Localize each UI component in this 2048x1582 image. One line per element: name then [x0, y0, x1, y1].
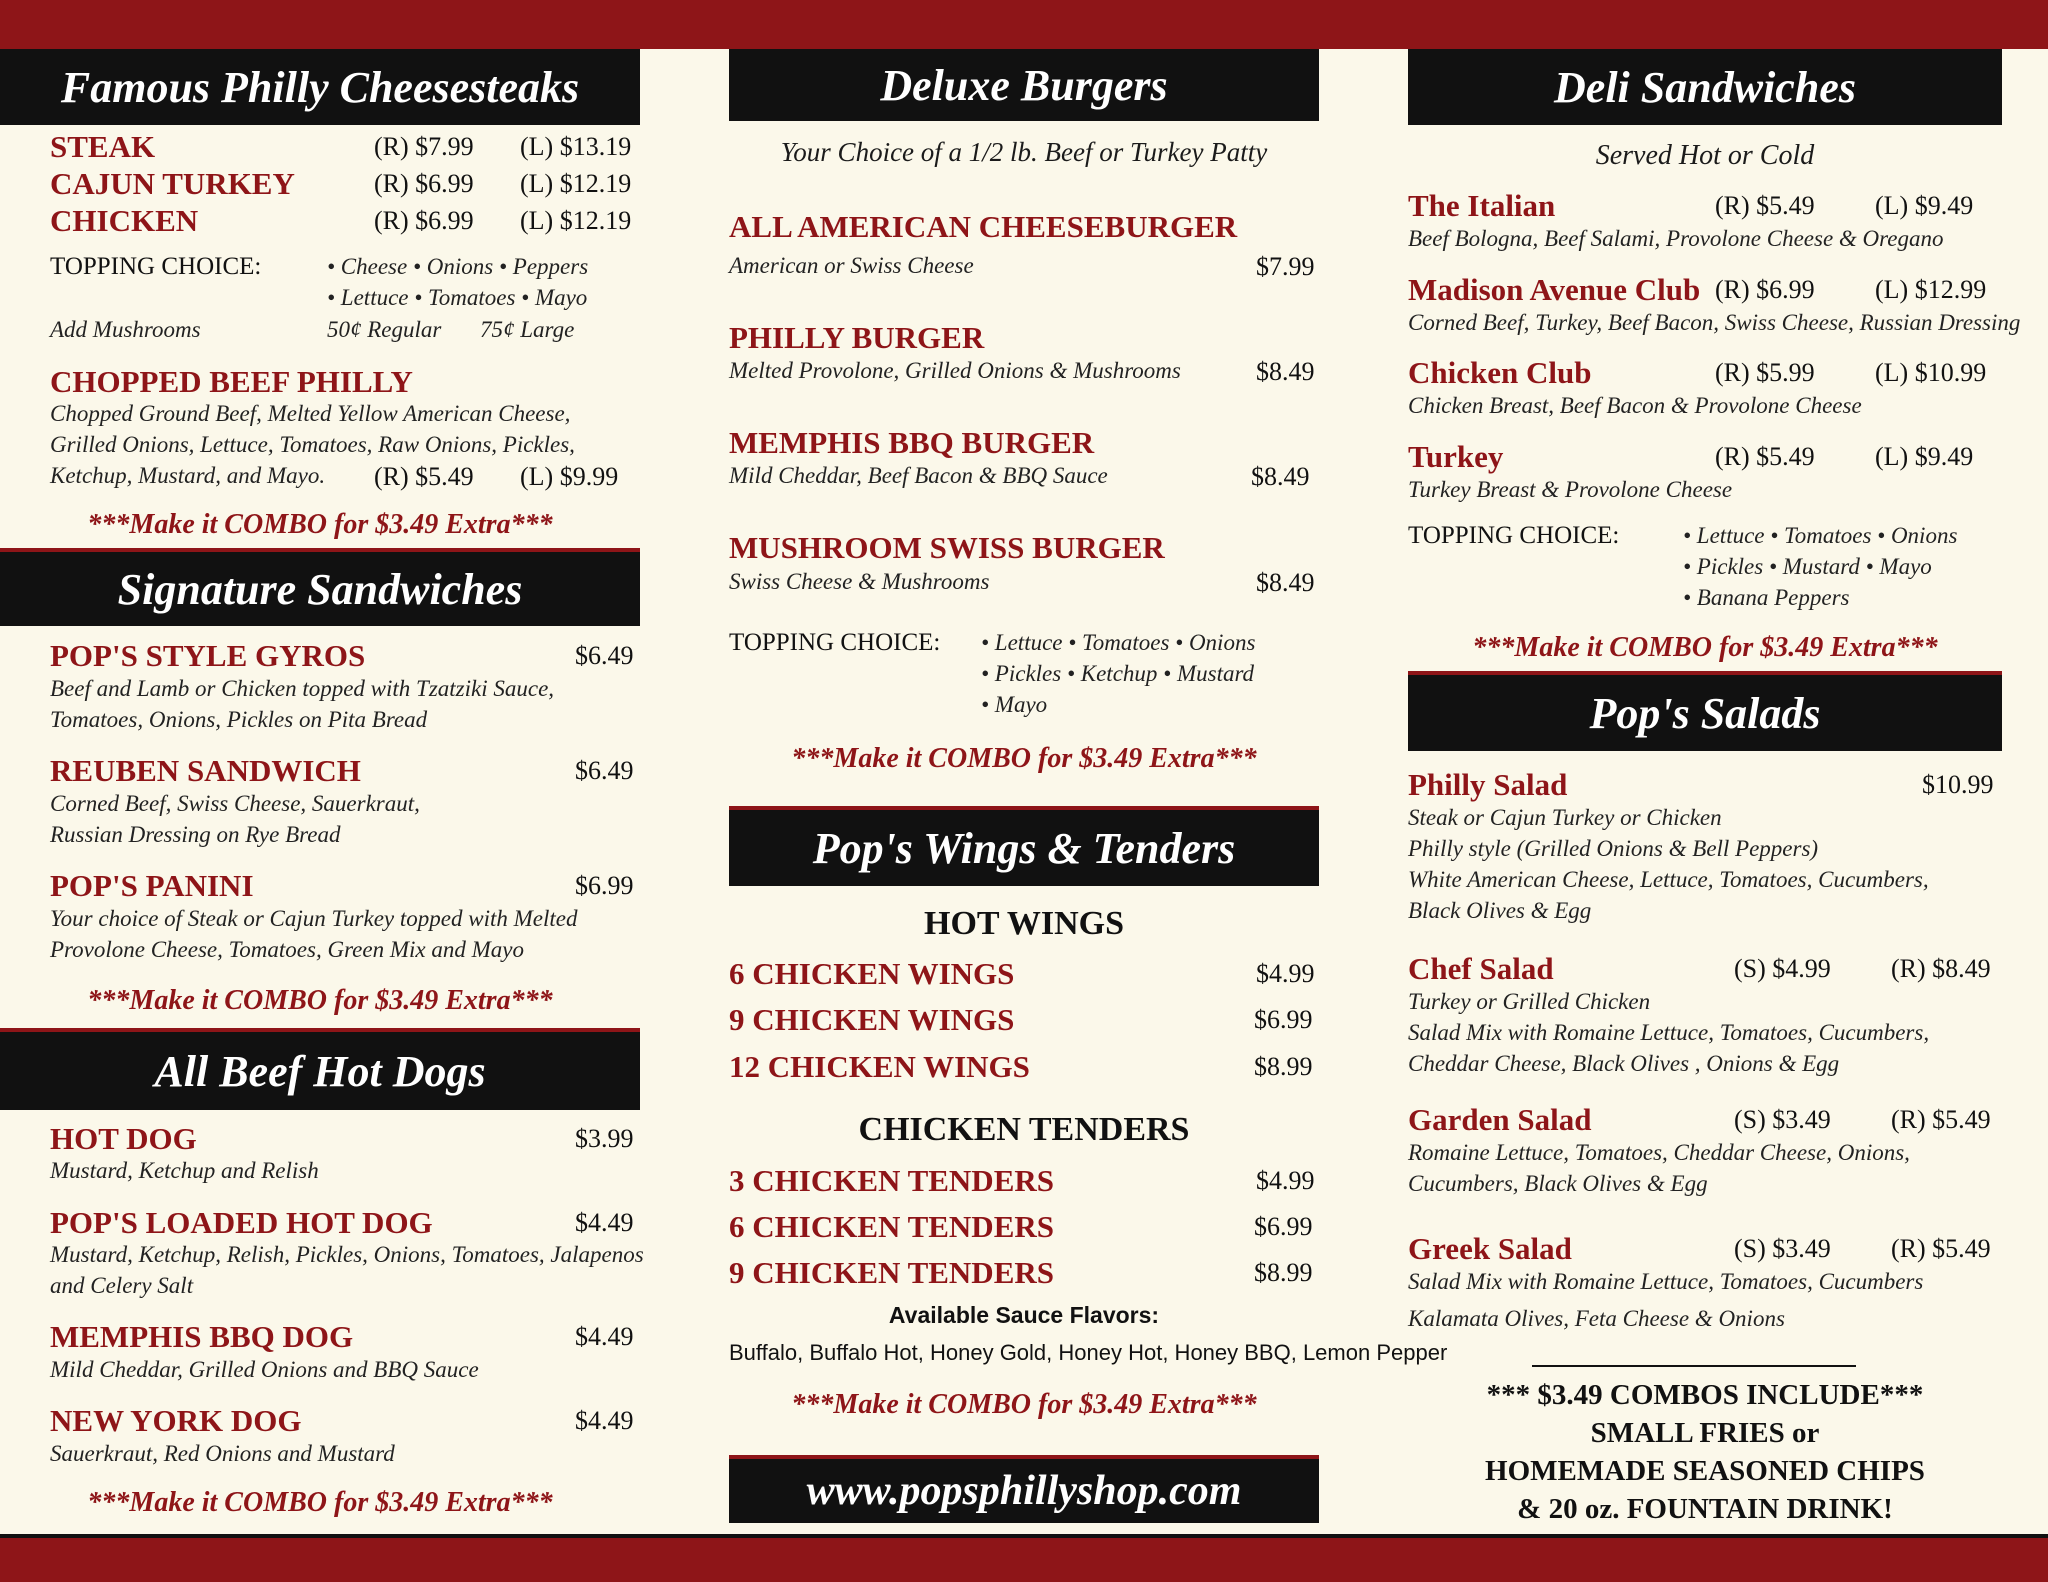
topping-list: • Pickles • Ketchup • Mustard [981, 661, 1255, 686]
menu-item-name: The Italian [1408, 188, 1556, 223]
topping-list: • Mayo [981, 692, 1048, 717]
menu-item-desc: Turkey or Grilled Chicken [1408, 989, 1651, 1014]
menu-item-price: (R) $8.49 [1891, 954, 1991, 983]
menu-item-price: (L) $10.99 [1875, 358, 1987, 387]
topping-list: • Banana Peppers [1683, 585, 1850, 610]
website-banner[interactable] [729, 1455, 1319, 1523]
menu-item-price: (R) $5.49 [1891, 1105, 1991, 1134]
divider [1532, 1365, 1856, 1367]
hot-wings-heading: HOT WINGS [924, 905, 1124, 942]
menu-item-price: $10.99 [1922, 770, 1994, 799]
combo-offer: ***Make it COMBO for $3.49 Extra*** [87, 985, 553, 1016]
menu-item-price: (R) $5.49 [1715, 191, 1815, 220]
menu-item-desc: Cheddar Cheese, Black Olives , Onions & Egg [1408, 1051, 1840, 1076]
menu-item-price: (R) $5.49 [1715, 442, 1815, 471]
menu-item-name: Garden Salad [1408, 1102, 1592, 1137]
menu-item-desc: Cucumbers, Black Olives & Egg [1408, 1171, 1708, 1196]
menu-item-price: $6.99 [575, 871, 634, 900]
menu-item-desc: Beef Bologna, Beef Salami, Provolone Cheese & Oregano [1408, 226, 1944, 251]
menu-item-desc: Mild Cheddar, Grilled Onions and BBQ Sauce [50, 1357, 479, 1382]
menu-item-price: $4.49 [575, 1322, 634, 1351]
menu-item-price: $6.99 [1254, 1212, 1313, 1241]
topping-list: • Lettuce • Tomatoes • Onions [981, 630, 1256, 655]
menu-item-price: (R) $5.49 [374, 462, 474, 491]
signature-title: Signature Sandwiches [117, 564, 523, 614]
menu-item-name: 3 CHICKEN TENDERS [729, 1163, 1055, 1198]
menu-item-desc: Corned Beef, Swiss Cheese, Sauerkraut, [50, 791, 420, 816]
menu-item-price: (S) $3.49 [1734, 1105, 1831, 1134]
menu-item-name: PHILLY BURGER [729, 320, 985, 355]
topping-label: TOPPING CHOICE: [729, 629, 941, 656]
menu-item-name: Chicken Club [1408, 355, 1592, 390]
menu-item-price: $4.49 [575, 1406, 634, 1435]
menu-item-desc: Philly style (Grilled Onions & Bell Peppers) [1408, 836, 1819, 861]
menu-item-price: (L) $13.19 [520, 132, 632, 161]
deli-title: Deli Sandwiches [1554, 62, 1856, 112]
menu-item-name: MUSHROOM SWISS BURGER [729, 530, 1165, 565]
menu-item-price: (L) $9.99 [520, 462, 619, 491]
topping-list: • Lettuce • Tomatoes • Onions [1683, 523, 1958, 548]
burgers-title: Deluxe Burgers [880, 60, 1168, 110]
wings-header [729, 806, 1319, 886]
signature-header [0, 548, 640, 626]
topping-label: TOPPING CHOICE: [1408, 522, 1620, 549]
combo-include-line: & 20 oz. FOUNTAIN DRINK! [1517, 1493, 1893, 1525]
menu-item-name: 6 CHICKEN TENDERS [729, 1209, 1055, 1244]
topping-label: TOPPING CHOICE: [50, 253, 262, 280]
menu-item-desc: White American Cheese, Lettuce, Tomatoes, Cucumbers, [1408, 867, 1929, 892]
menu-item-name: CHOPPED BEEF PHILLY [50, 364, 413, 399]
menu-item-name: POP'S PANINI [50, 868, 254, 903]
menu-item-desc: Chopped Ground Beef, Melted Yellow American Cheese, [50, 401, 571, 426]
menu-item-desc: Black Olives & Egg [1408, 898, 1592, 923]
mushroom-label: Add Mushrooms [50, 317, 201, 342]
menu-item-desc: Steak or Cajun Turkey or Chicken [1408, 805, 1722, 830]
combo-include-line: SMALL FRIES or [1590, 1417, 1820, 1449]
menu-item-desc: Provolone Cheese, Tomatoes, Green Mix and Mayo [50, 937, 524, 962]
menu-item-price: (R) $5.49 [1891, 1234, 1991, 1263]
menu-item-desc: Sauerkraut, Red Onions and Mustard [50, 1441, 395, 1466]
menu-item-price: (R) $7.99 [374, 132, 474, 161]
menu-item-name: STEAK [50, 129, 156, 164]
combo-include-line: HOMEMADE SEASONED CHIPS [1485, 1455, 1925, 1487]
bottom-band [0, 1534, 2048, 1582]
menu-item-price: $6.99 [1254, 1005, 1313, 1034]
menu-item-price: $7.99 [1256, 252, 1315, 281]
menu-item-desc: Your choice of Steak or Cajun Turkey topped with Melted [50, 906, 578, 931]
menu-item-price: (R) $5.99 [1715, 358, 1815, 387]
menu-item-price: (L) $12.99 [1875, 275, 1987, 304]
cheesesteaks-title: Famous Philly Cheesesteaks [60, 62, 580, 112]
menu-item-price: $6.49 [575, 756, 634, 785]
topping-list: • Cheese • Onions • Peppers [327, 254, 589, 279]
wings-title: Pop's Wings & Tenders [812, 823, 1236, 873]
menu-item-desc: Swiss Cheese & Mushrooms [729, 569, 990, 594]
menu-item-price: $4.99 [1256, 959, 1315, 988]
salads-title: Pop's Salads [1589, 688, 1821, 738]
menu-item-desc: Mild Cheddar, Beef Bacon & BBQ Sauce [729, 463, 1108, 488]
combo-include-line: *** $3.49 COMBOS INCLUDE*** [1486, 1379, 1924, 1411]
menu-item-price: $8.99 [1254, 1052, 1313, 1081]
salads-header [1408, 671, 2002, 751]
sauce-flavors-list: Buffalo, Buffalo Hot, Honey Gold, Honey Hot, Honey BBQ, Lemon Pepper [729, 1340, 1448, 1365]
left-column [0, 49, 644, 1529]
menu-item-price: $8.99 [1254, 1258, 1313, 1287]
menu-item-desc: American or Swiss Cheese [729, 253, 974, 278]
cheesesteaks-header [0, 49, 640, 125]
menu-item-name: Greek Salad [1408, 1231, 1572, 1266]
sauce-flavors-heading: Available Sauce Flavors: [888, 1302, 1160, 1328]
menu-item-price: $8.49 [1251, 462, 1310, 491]
menu-item-name: POP'S STYLE GYROS [50, 638, 366, 673]
menu-item-name: NEW YORK DOG [50, 1403, 302, 1438]
menu-item-name: 9 CHICKEN TENDERS [729, 1255, 1055, 1290]
hotdogs-title: All Beef Hot Dogs [154, 1046, 486, 1096]
menu-item-desc: Salad Mix with Romaine Lettuce, Tomatoes, Cucumbers, [1408, 1020, 1930, 1045]
menu-item-desc: Mustard, Ketchup and Relish [50, 1158, 319, 1183]
menu-item-desc: Ketchup, Mustard, and Mayo. [50, 463, 326, 488]
menu-item-desc: Russian Dressing on Rye Bread [50, 822, 341, 847]
menu-item-price: (L) $12.19 [520, 206, 632, 235]
combo-offer: ***Make it COMBO for $3.49 Extra*** [1472, 632, 1938, 663]
menu-item-name: 12 CHICKEN WINGS [729, 1049, 1030, 1084]
menu-item-desc: Turkey Breast & Provolone Cheese [1408, 477, 1733, 502]
menu-item-desc: Salad Mix with Romaine Lettuce, Tomatoes, Cucumbers [1408, 1269, 1924, 1294]
menu-item-name: Philly Salad [1408, 767, 1568, 802]
menu-item-price: $4.99 [1256, 1166, 1315, 1195]
combo-offer: ***Make it COMBO for $3.49 Extra*** [87, 1487, 553, 1518]
menu-item-name: POP'S LOADED HOT DOG [50, 1205, 433, 1240]
deli-header [1408, 49, 2002, 125]
website-link[interactable]: www.popsphillyshop.com [806, 1468, 1242, 1514]
hotdogs-header [0, 1028, 640, 1110]
menu-item-desc: Grilled Onions, Lettuce, Tomatoes, Raw Onions, Pickles, [50, 432, 575, 457]
menu-item-desc: Romaine Lettuce, Tomatoes, Cheddar Cheese, Onions, [1408, 1140, 1910, 1165]
combo-offer: ***Make it COMBO for $3.49 Extra*** [791, 743, 1257, 774]
right-column [1408, 49, 2021, 1529]
menu-item-price: (R) $6.99 [374, 206, 474, 235]
menu-item-desc: and Celery Salt [50, 1273, 194, 1298]
middle-column [729, 49, 1448, 1529]
menu-item-desc: Chicken Breast, Beef Bacon & Provolone Cheese [1408, 393, 1862, 418]
menu-item-desc: Tomatoes, Onions, Pickles on Pita Bread [50, 707, 428, 732]
burgers-subtitle: Your Choice of a 1/2 lb. Beef or Turkey Patty [780, 137, 1268, 167]
mushroom-large-price: 75¢ Large [480, 317, 575, 342]
menu-item-name: MEMPHIS BBQ DOG [50, 1319, 354, 1354]
combo-offer: ***Make it COMBO for $3.49 Extra*** [791, 1389, 1257, 1420]
menu-item-desc: Mustard, Ketchup, Relish, Pickles, Onions, Tomatoes, Jalapenos [50, 1242, 644, 1267]
menu-item-price: $8.49 [1256, 357, 1315, 386]
menu-item-price: (R) $6.99 [1715, 275, 1815, 304]
menu-item-desc: Kalamata Olives, Feta Cheese & Onions [1408, 1306, 1785, 1331]
menu-item-price: (S) $4.99 [1734, 954, 1831, 983]
burgers-header [729, 49, 1319, 121]
menu-item-name: MEMPHIS BBQ BURGER [729, 425, 1095, 460]
menu-item-price: $3.99 [575, 1124, 634, 1153]
menu-item-name: Turkey [1408, 439, 1504, 474]
menu-item-name: Madison Avenue Club [1408, 272, 1701, 307]
menu-item-price: (S) $3.49 [1734, 1234, 1831, 1263]
menu-item-price: (L) $12.19 [520, 169, 632, 198]
menu-item-desc: Beef and Lamb or Chicken topped with Tzatziki Sauce, [50, 676, 555, 701]
menu-item-name: 6 CHICKEN WINGS [729, 956, 1015, 991]
menu-item-price: $6.49 [575, 641, 634, 670]
topping-list: • Pickles • Mustard • Mayo [1683, 554, 1932, 579]
menu-item-price: (L) $9.49 [1875, 191, 1974, 220]
menu-item-name: HOT DOG [50, 1121, 197, 1156]
menu-item-desc: Corned Beef, Turkey, Beef Bacon, Swiss Cheese, Russian Dressing [1408, 310, 2021, 335]
menu-item-name: CAJUN TURKEY [50, 166, 295, 201]
menu-item-price: (L) $9.49 [1875, 442, 1974, 471]
top-band [0, 0, 2048, 49]
menu-item-name: Chef Salad [1408, 951, 1554, 986]
menu-item-price: (R) $6.99 [374, 169, 474, 198]
mushroom-regular-price: 50¢ Regular [327, 317, 442, 342]
menu-item-name: 9 CHICKEN WINGS [729, 1002, 1015, 1037]
menu-item-name: REUBEN SANDWICH [50, 753, 361, 788]
menu-item-price: $8.49 [1256, 568, 1315, 597]
menu-item-desc: Melted Provolone, Grilled Onions & Mushrooms [729, 358, 1181, 383]
topping-list: • Lettuce • Tomatoes • Mayo [327, 285, 588, 310]
deli-subtitle: Served Hot or Cold [1595, 140, 1815, 171]
menu-item-name: ALL AMERICAN CHEESEBURGER [729, 209, 1238, 244]
combo-offer: ***Make it COMBO for $3.49 Extra*** [87, 509, 553, 540]
chicken-tenders-heading: CHICKEN TENDERS [858, 1111, 1190, 1148]
menu-item-name: CHICKEN [50, 203, 199, 238]
menu-item-price: $4.49 [575, 1208, 634, 1237]
